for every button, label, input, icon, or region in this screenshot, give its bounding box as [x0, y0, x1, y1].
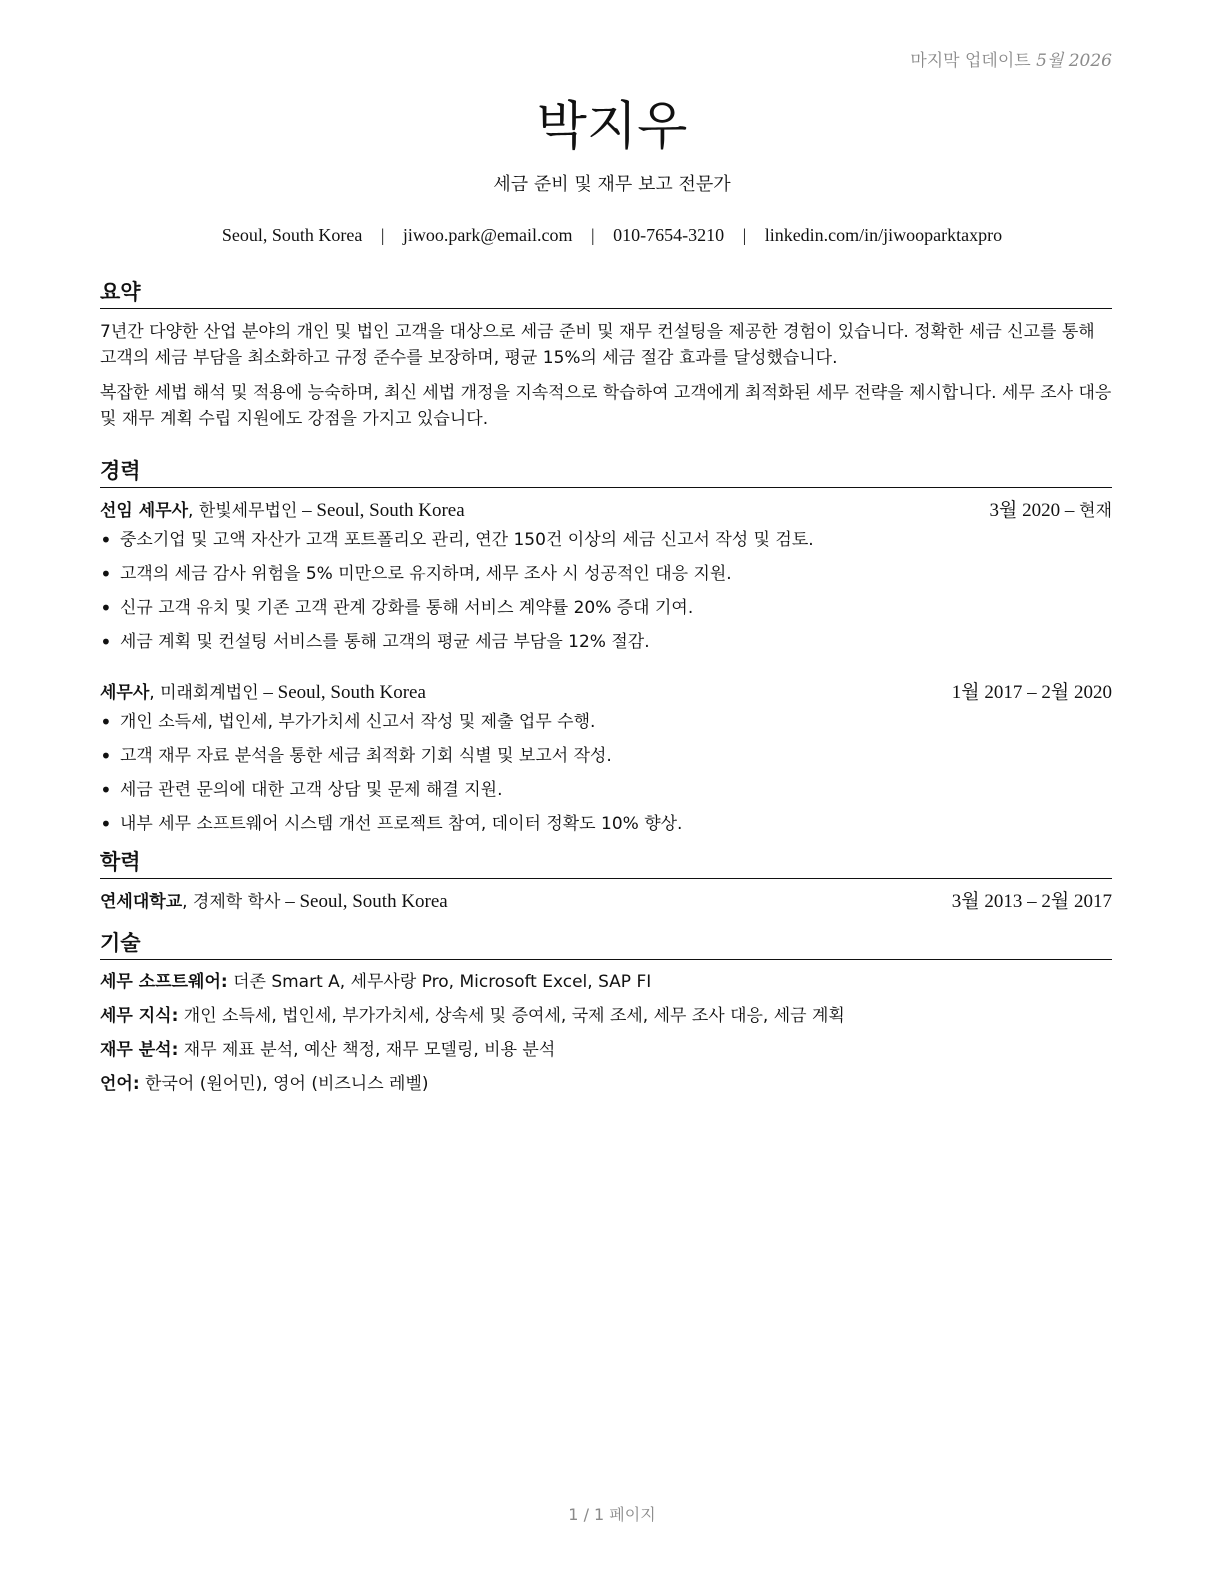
summary-paragraph: 복잡한 세법 해석 및 적용에 능숙하며, 최신 세법 개정을 지속적으로 학습하여 고객에게 최적화된 세무 전략을 제시합니다. 세무 조사 대응 및 재무 계획 수립 지원에도 강점을 가지고 있습니다.: [100, 383, 1112, 429]
job-dates-end: 현재: [1079, 501, 1112, 521]
list-item: • 중소기업 및 고액 자산가 고객 포트폴리오 관리, 연간 150건 이상의 세금 신고서 작성 및 검토.: [100, 528, 1112, 552]
contact-line: [0, 225, 1224, 246]
list-item: • 고객의 세금 감사 위험을 5% 미만으로 유지하며, 세무 조사 시 성공적인 대응 지원.: [100, 562, 1112, 586]
list-item: • 고객 재무 자료 분석을 통한 세금 최적화 기회 식별 및 보고서 작성.: [100, 744, 1112, 768]
last-updated: [910, 46, 1112, 71]
contact-email[interactable]: jiwoo.park@email.com: [402, 225, 573, 245]
list-item: • 세금 관련 문의에 대한 고객 상담 및 문제 해결 지원.: [100, 778, 1112, 802]
education-dates: 3월 2013 – 2월 2017: [951, 891, 1112, 912]
job-dates: 1월 2017 – 2월 2020: [951, 682, 1112, 703]
job-bullets: [100, 710, 1112, 836]
last-updated-label: 마지막 업데이트: [910, 51, 1031, 71]
job-role: 세무사: [100, 683, 150, 703]
contact-location: Seoul, South Korea: [221, 225, 363, 245]
list-item: • 신규 고객 유치 및 기존 고객 관계 강화를 통해 서비스 계약률 20% 증대 기여.: [100, 596, 1112, 620]
job-bullets: [100, 528, 1112, 654]
section-title-skills: 기술: [100, 927, 1112, 960]
skill-row: [100, 1004, 1112, 1028]
list-item: • 세금 계획 및 컨설팅 서비스를 통해 고객의 평균 세금 부담을 12% 절감.: [100, 630, 1112, 654]
job-location: – Seoul, South Korea: [297, 500, 465, 521]
last-updated-date: 5월 2026: [1036, 51, 1112, 71]
skill-row: [100, 970, 1112, 994]
summary-paragraph: 7년간 다양한 산업 분야의 개인 및 법인 고객을 대상으로 세금 준비 및 재무 컨설팅을 제공한 경험이 있습니다. 정확한 세금 신고를 통해 고객의 세금 부담을 최소화하고 규정 준수를 보장하며, 평균 15%의 세금 절감 효과를 달성했습니다.: [100, 322, 1095, 368]
job-dates: 3월 2020 –: [989, 500, 1080, 521]
skill-label: 언어:: [100, 1074, 140, 1094]
contact-separator: |: [590, 225, 595, 245]
job-org: , 한빛세무법인: [188, 501, 298, 521]
page-indicator: 1 / 1 페이지: [568, 1505, 656, 1524]
skill-value: 더존 Smart A, 세무사랑 Pro, Microsoft Excel, SAP FI: [227, 972, 652, 992]
contact-phone[interactable]: 010-7654-3210: [613, 225, 725, 245]
candidate-name: 박지우: [536, 97, 688, 157]
education-school: 연세대학교: [100, 892, 183, 912]
skill-value: 개인 소득세, 법인세, 부가가치세, 상속세 및 증여세, 국제 조세, 세무 조사 대응, 세금 계획: [178, 1006, 845, 1026]
skill-row: [100, 1038, 1112, 1062]
contact-separator: |: [742, 225, 747, 245]
list-item: • 내부 세무 소프트웨어 시스템 개선 프로젝트 참여, 데이터 정확도 10% 향상.: [100, 812, 1112, 836]
contact-separator: |: [380, 225, 385, 245]
section-title-summary: 요약: [100, 276, 1112, 309]
skill-label: 재무 분석:: [100, 1040, 179, 1060]
skill-label: 세무 지식:: [100, 1006, 179, 1026]
skill-value: 한국어 (원어민), 영어 (비즈니스 레벨): [139, 1074, 429, 1094]
job-header: [100, 680, 1112, 706]
list-item: • 개인 소득세, 법인세, 부가가치세 신고서 작성 및 제출 업무 수행.: [100, 710, 1112, 734]
job-org: , 미래회계법인: [149, 683, 259, 703]
section-title-education: 학력: [100, 846, 1112, 879]
job-location: – Seoul, South Korea: [258, 682, 426, 703]
job-role: 선임 세무사: [100, 501, 189, 521]
section-title-experience: 경력: [100, 455, 1112, 488]
skill-value: 재무 제표 분석, 예산 책정, 재무 모델링, 비용 분석: [178, 1040, 556, 1060]
education-location: – Seoul, South Korea: [280, 891, 448, 912]
skill-label: 세무 소프트웨어:: [100, 972, 228, 992]
candidate-subtitle: 세금 준비 및 재무 보고 전문가: [493, 174, 731, 195]
contact-linkedin[interactable]: linkedin.com/in/jiwooparktaxpro: [764, 225, 1003, 245]
education-entry: [100, 889, 1112, 915]
resume-content: [100, 276, 1112, 1106]
job-header: [100, 498, 1112, 524]
education-degree: , 경제학 학사: [182, 892, 281, 912]
skill-row: [100, 1072, 1112, 1096]
